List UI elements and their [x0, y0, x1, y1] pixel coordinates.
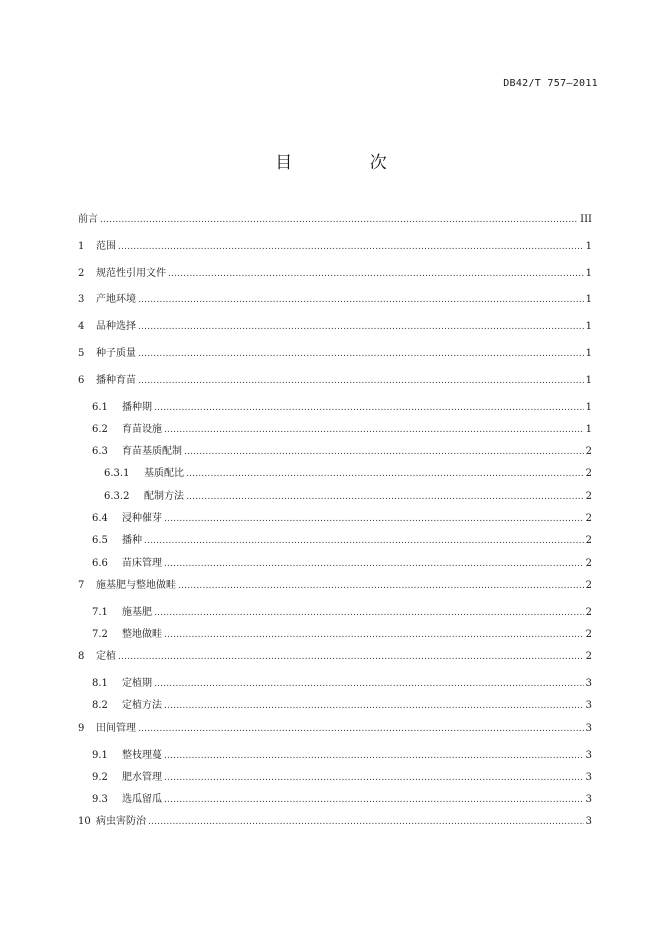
toc-entry[interactable]: [78, 789, 596, 811]
dot-leader: [186, 463, 584, 485]
toc-entry-title: 肥水管理: [122, 771, 162, 783]
dot-leader: [184, 441, 584, 463]
dot-leader: [100, 209, 578, 231]
toc-entry-page: 3: [585, 794, 592, 806]
toc-entry-page: 2: [585, 468, 592, 480]
toc-entry[interactable]: [78, 673, 596, 695]
toc-entry[interactable]: [78, 811, 596, 838]
toc-entry-number: 6.3.2: [104, 490, 130, 502]
toc-entry-title: 病虫害防治: [96, 816, 146, 828]
toc-entry-number: 9.2: [92, 771, 108, 783]
toc-entry-page: 1: [585, 321, 592, 333]
toc-entry-number: 7.2: [92, 629, 108, 641]
toc-entry-title: 施基肥与整地做畦: [96, 579, 176, 591]
toc-entry[interactable]: [78, 575, 596, 602]
toc-entry-number: 3: [78, 294, 85, 306]
toc-entry[interactable]: [78, 508, 596, 530]
dot-leader: [178, 575, 584, 597]
toc-entry-page: 2: [585, 606, 592, 618]
toc-entry[interactable]: [78, 646, 596, 673]
toc-entry-number: 5: [78, 347, 85, 359]
toc-entry[interactable]: [78, 263, 596, 290]
table-of-contents: [78, 209, 596, 838]
toc-entry-title: 播种育苗: [96, 374, 136, 386]
dot-leader: [154, 602, 584, 624]
toc-entry-number: 9: [78, 722, 85, 734]
toc-entry-page: 1: [585, 374, 592, 386]
toc-entry[interactable]: [78, 419, 596, 441]
toc-entry-title: 产地环境: [96, 294, 136, 306]
toc-entry-page: 1: [585, 267, 592, 279]
toc-entry-title: 整地做畦: [122, 629, 162, 641]
dot-leader: [186, 486, 584, 508]
toc-entry-page: III: [580, 214, 592, 225]
toc-entry[interactable]: [78, 209, 596, 236]
toc-entry-page: 3: [585, 678, 592, 690]
toc-entry-page: 3: [585, 722, 592, 734]
dot-leader: [138, 289, 584, 311]
toc-entry-title: 施基肥: [122, 606, 152, 618]
toc-entry-page: 2: [585, 651, 592, 663]
toc-entry-page: 1: [585, 240, 592, 252]
toc-entry-title: 定植方法: [122, 700, 162, 712]
dot-leader: [118, 236, 584, 258]
dot-leader: [164, 624, 584, 646]
dot-leader: [164, 695, 584, 717]
dot-leader: [154, 673, 584, 695]
toc-entry-page: 1: [585, 347, 592, 359]
toc-entry[interactable]: [78, 767, 596, 789]
toc-entry-page: 2: [585, 535, 592, 547]
toc-entry-number: 6.1: [92, 401, 108, 413]
toc-entry-page: 1: [585, 423, 592, 435]
dot-leader: [138, 316, 584, 338]
toc-entry-number: 4: [78, 321, 85, 333]
toc-entry-title: 整枝理蔓: [122, 749, 162, 761]
toc-entry-number: 10: [78, 816, 91, 828]
toc-entry[interactable]: [78, 553, 596, 575]
toc-entry-page: 2: [585, 629, 592, 641]
document-code: DB42/T 757—2011: [503, 78, 598, 89]
toc-entry-number: 2: [78, 267, 85, 279]
toc-entry-number: 6.5: [92, 535, 108, 547]
toc-entry[interactable]: [78, 343, 596, 370]
toc-entry-page: 2: [585, 513, 592, 525]
toc-entry-page: 2: [585, 446, 592, 458]
toc-entry-title: 定植: [96, 651, 116, 663]
dot-leader: [144, 530, 584, 552]
dot-leader: [148, 811, 584, 833]
toc-entry-number: 6.4: [92, 513, 108, 525]
toc-entry[interactable]: [78, 236, 596, 263]
toc-entry-title: 播种: [122, 535, 142, 547]
toc-entry-title: 育苗设施: [122, 423, 162, 435]
toc-entry-page: 2: [585, 579, 592, 591]
toc-entry-number: 6.2: [92, 423, 108, 435]
dot-leader: [138, 718, 584, 740]
toc-entry-number: 7: [78, 579, 85, 591]
toc-entry[interactable]: [78, 370, 596, 397]
toc-entry-title: 配制方法: [144, 490, 184, 502]
dot-leader: [138, 343, 584, 365]
dot-leader: [164, 508, 584, 530]
toc-entry-title: 育苗基质配制: [122, 446, 182, 458]
toc-entry-title: 种子质量: [96, 347, 136, 359]
dot-leader: [164, 789, 584, 811]
toc-entry-title: 浸种催芽: [122, 513, 162, 525]
toc-entry[interactable]: [78, 316, 596, 343]
toc-entry-title: 定植期: [122, 678, 152, 690]
toc-entry-page: 3: [585, 816, 592, 828]
toc-entry[interactable]: [78, 397, 596, 419]
toc-entry-number: 8.2: [92, 700, 108, 712]
toc-entry-title: 品种选择: [96, 321, 136, 333]
toc-entry-number: 1: [78, 240, 85, 252]
dot-leader: [164, 419, 584, 441]
toc-entry[interactable]: [78, 624, 596, 646]
toc-entry-number: 6.3.1: [104, 468, 130, 480]
toc-entry-page: 1: [585, 401, 592, 413]
toc-entry-title: 播种期: [122, 401, 152, 413]
toc-entry[interactable]: [78, 718, 596, 745]
toc-entry-page: 3: [585, 700, 592, 712]
toc-entry-number: 8: [78, 651, 85, 663]
dot-leader: [168, 263, 584, 285]
toc-entry[interactable]: [78, 695, 596, 717]
toc-entry-title: 田间管理: [96, 722, 136, 734]
toc-entry-number: 7.1: [92, 606, 108, 618]
toc-entry-number: 6.3: [92, 446, 108, 458]
toc-entry-number: 6.6: [92, 557, 108, 569]
toc-entry[interactable]: [78, 602, 596, 624]
toc-entry-title: 规范性引用文件: [96, 267, 166, 279]
dot-leader: [164, 745, 584, 767]
toc-entry[interactable]: [78, 530, 596, 552]
toc-entry[interactable]: [78, 441, 596, 463]
toc-entry-page: 1: [585, 294, 592, 306]
toc-entry-title: 前言: [78, 214, 98, 225]
toc-entry[interactable]: [78, 289, 596, 316]
toc-entry[interactable]: [78, 463, 596, 485]
toc-entry-number: 9.3: [92, 794, 108, 806]
dot-leader: [138, 370, 584, 392]
toc-entry-title: 苗床管理: [122, 557, 162, 569]
toc-entry-title: 选瓜留瓜: [122, 794, 162, 806]
dot-leader: [118, 646, 584, 668]
dot-leader: [154, 397, 584, 419]
toc-entry-title: 范围: [96, 240, 116, 252]
dot-leader: [164, 767, 584, 789]
toc-entry-number: 9.1: [92, 749, 108, 761]
page-title: 目 次: [275, 153, 423, 173]
toc-entry-page: 2: [585, 557, 592, 569]
dot-leader: [164, 553, 584, 575]
toc-entry-number: 6: [78, 374, 85, 386]
toc-entry-page: 3: [585, 749, 592, 761]
toc-entry[interactable]: [78, 486, 596, 508]
toc-entry-page: 3: [585, 771, 592, 783]
toc-entry-title: 基质配比: [144, 468, 184, 480]
toc-entry-number: 8.1: [92, 678, 108, 690]
toc-entry-page: 2: [585, 490, 592, 502]
toc-entry[interactable]: [78, 745, 596, 767]
